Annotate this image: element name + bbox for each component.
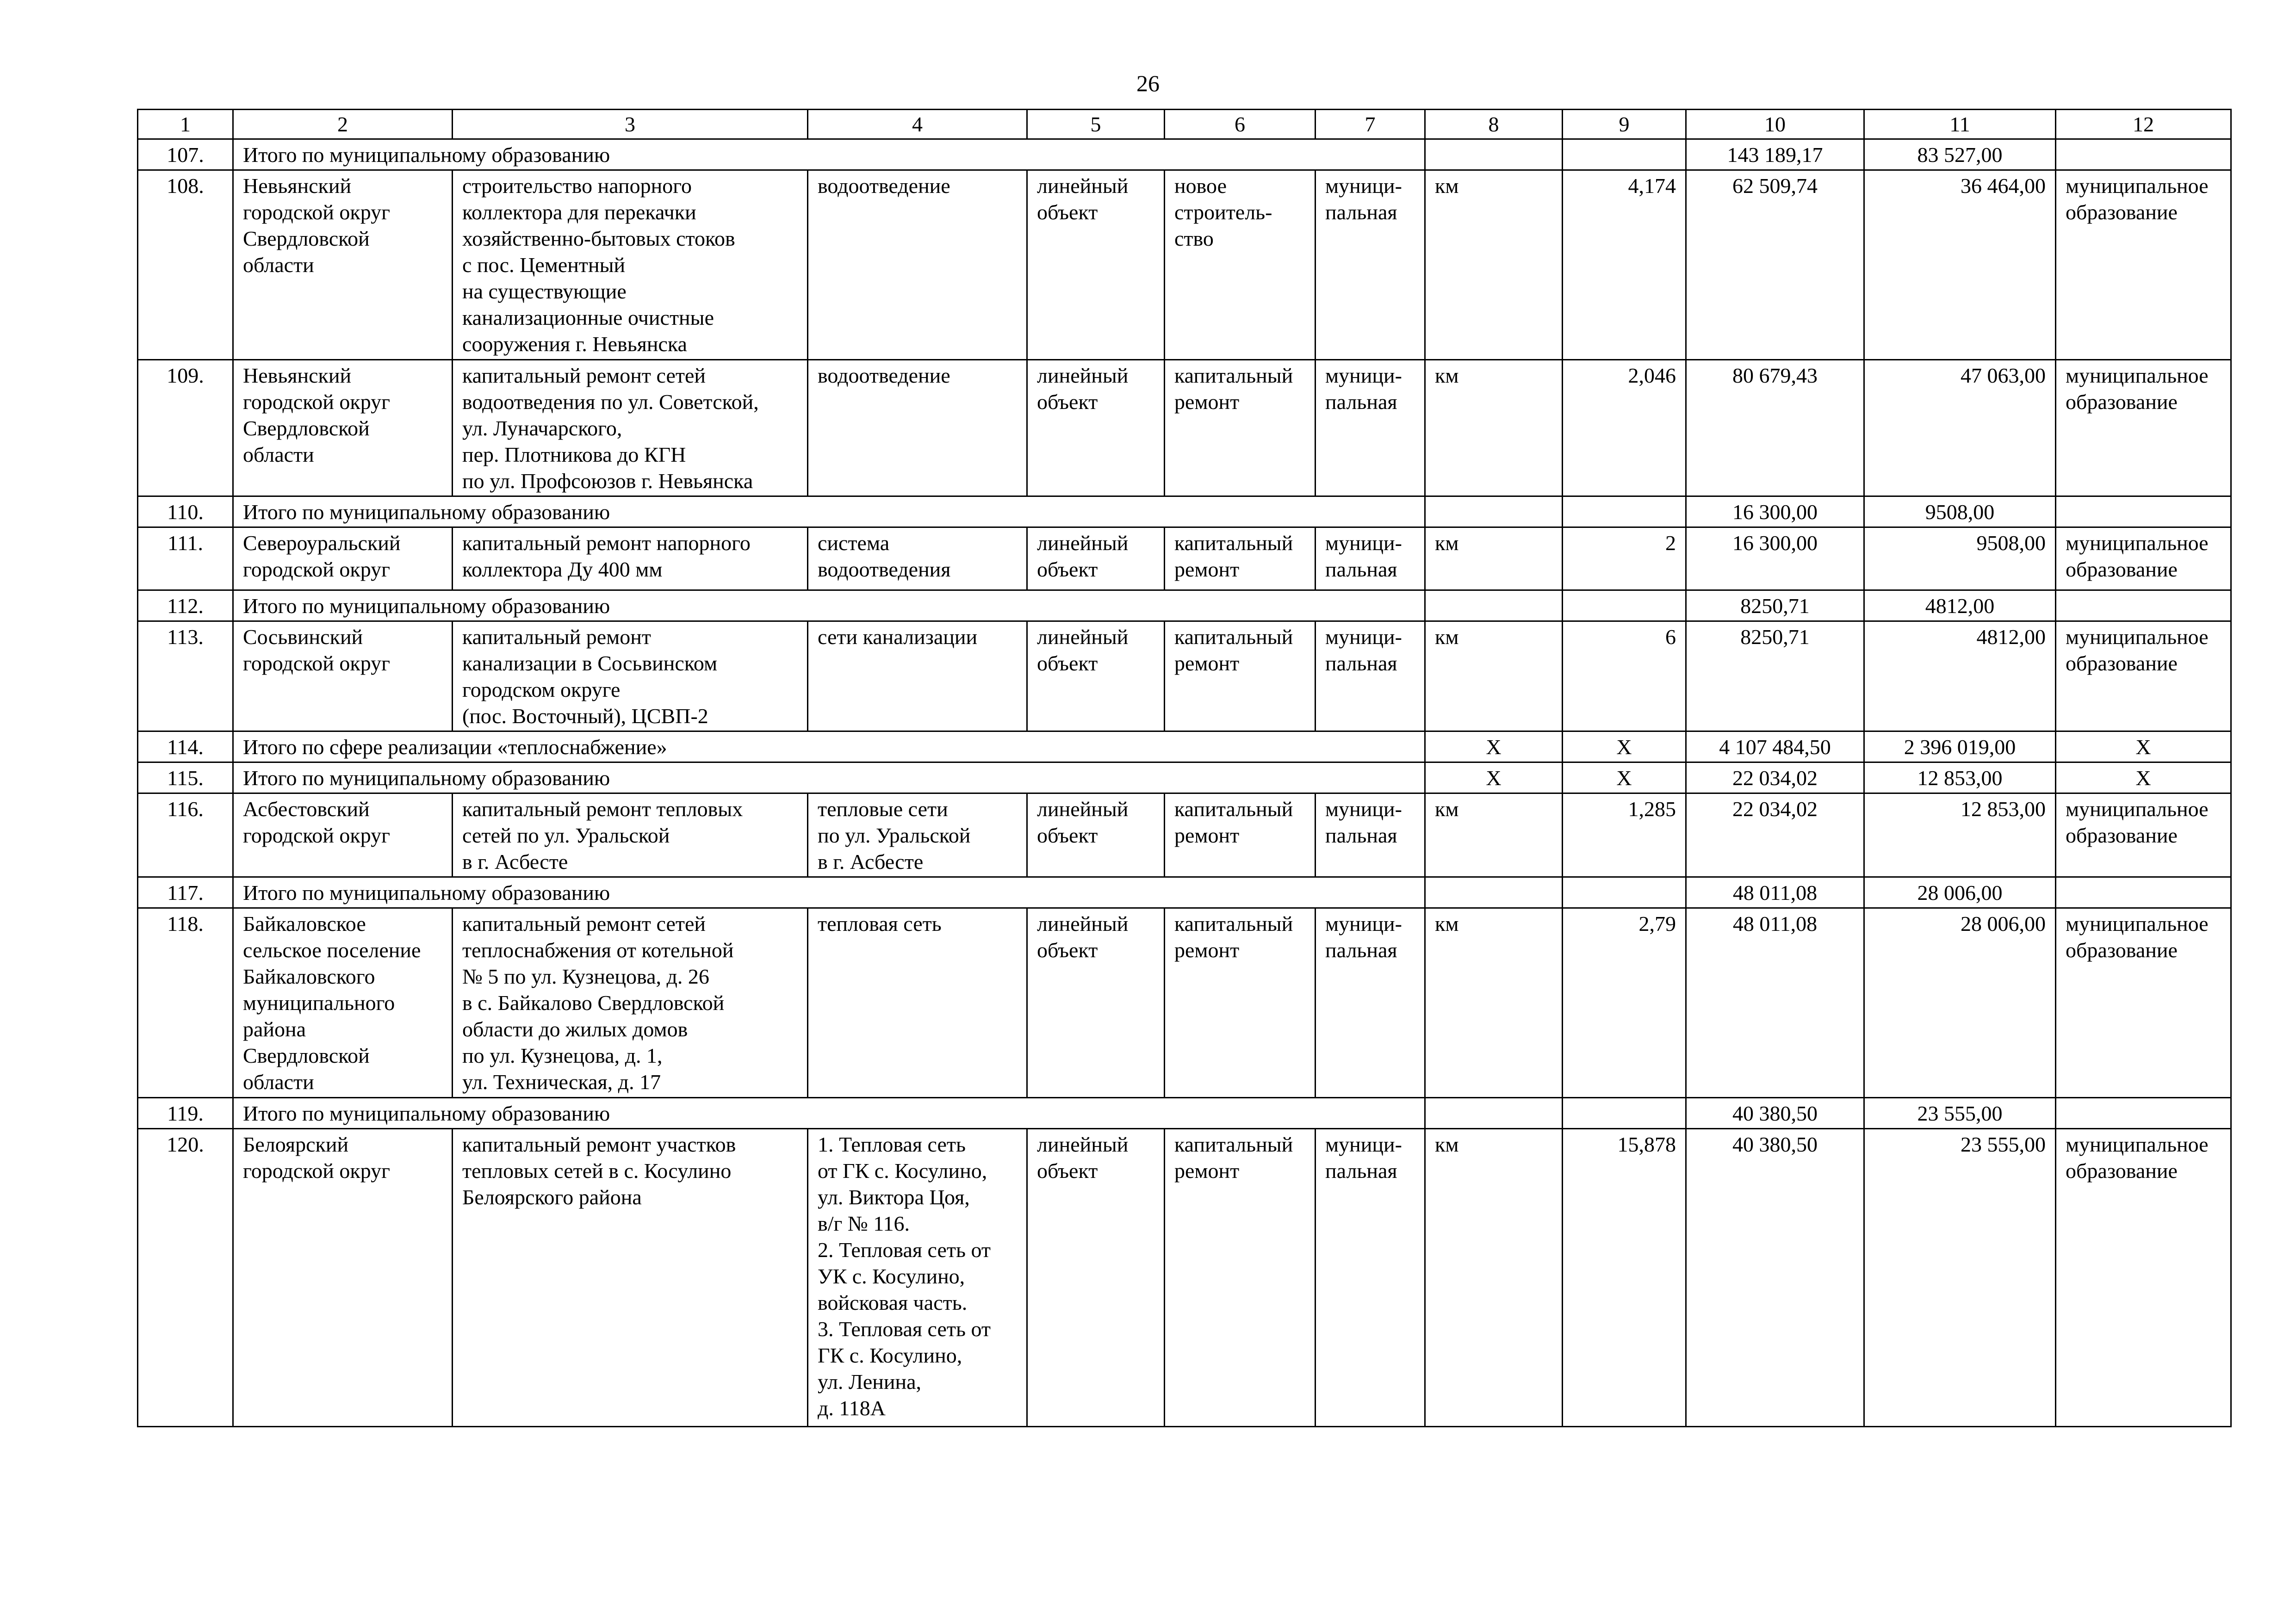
table-row: [138, 170, 2231, 360]
recipient-cell: Х: [2056, 731, 2231, 762]
column-header-11: 11: [1864, 110, 2056, 139]
total-label: Итого по муниципальному образованию: [233, 590, 1425, 621]
object-cell: система водоотведения: [808, 527, 1027, 590]
unit-cell: км: [1425, 621, 1563, 731]
cost-cell: 48 011,08: [1686, 877, 1864, 908]
recipient-cell: муниципальное образование: [2056, 793, 2231, 877]
quantity-cell: 2,79: [1563, 908, 1686, 1098]
funding-cell: 12 853,00: [1864, 793, 2056, 877]
column-header-1: 1: [138, 110, 233, 139]
municipality-cell: Невьянский городской округ Свердловской области: [233, 360, 453, 496]
total-label: Итого по муниципальному образованию: [233, 496, 1425, 527]
recipient-cell: муниципальное образование: [2056, 360, 2231, 496]
row-number: 118.: [138, 908, 233, 1098]
work-description-cell: капитальный ремонт участков тепловых сетей в с. Косулино Белоярского района: [453, 1129, 808, 1427]
quantity-cell: [1563, 496, 1686, 527]
object-type-cell: линейный объект: [1027, 360, 1165, 496]
total-row: [138, 496, 2231, 527]
funding-cell: 12 853,00: [1864, 762, 2056, 793]
work-description-cell: капитальный ремонт канализации в Сосьвинском городском округе (пос. Восточный), ЦСВП-2: [453, 621, 808, 731]
recipient-cell: [2056, 139, 2231, 170]
funding-cell: 36 464,00: [1864, 170, 2056, 360]
object-cell: водоотведение: [808, 360, 1027, 496]
row-number: 120.: [138, 1129, 233, 1427]
table-row: [138, 527, 2231, 590]
quantity-cell: Х: [1563, 762, 1686, 793]
funding-cell: 28 006,00: [1864, 877, 2056, 908]
quantity-cell: Х: [1563, 731, 1686, 762]
quantity-cell: [1563, 1098, 1686, 1129]
row-number: 111.: [138, 527, 233, 590]
object-cell: сети канализации: [808, 621, 1027, 731]
column-header-4: 4: [808, 110, 1027, 139]
total-label: Итого по муниципальному образованию: [233, 139, 1425, 170]
ownership-cell: муници- пальная: [1316, 527, 1425, 590]
recipient-cell: муниципальное образование: [2056, 621, 2231, 731]
row-number: 112.: [138, 590, 233, 621]
cost-cell: 16 300,00: [1686, 496, 1864, 527]
work-kind-cell: капитальный ремонт: [1165, 621, 1316, 731]
ownership-cell: муници- пальная: [1316, 793, 1425, 877]
object-cell: тепловая сеть: [808, 908, 1027, 1098]
total-label: Итого по муниципальному образованию: [233, 877, 1425, 908]
unit-cell: Х: [1425, 762, 1563, 793]
municipality-cell: Североуральский городской округ: [233, 527, 453, 590]
unit-cell: км: [1425, 1129, 1563, 1427]
unit-cell: км: [1425, 793, 1563, 877]
column-header-9: 9: [1563, 110, 1686, 139]
funding-cell: 9508,00: [1864, 527, 2056, 590]
cost-cell: 16 300,00: [1686, 527, 1864, 590]
recipient-cell: [2056, 496, 2231, 527]
unit-cell: км: [1425, 360, 1563, 496]
quantity-cell: 6: [1563, 621, 1686, 731]
column-header-5: 5: [1027, 110, 1165, 139]
column-header-7: 7: [1316, 110, 1425, 139]
cost-cell: 8250,71: [1686, 621, 1864, 731]
ownership-cell: муници- пальная: [1316, 908, 1425, 1098]
quantity-cell: 15,878: [1563, 1129, 1686, 1427]
table-row: [138, 1129, 2231, 1427]
row-number: 109.: [138, 360, 233, 496]
table-row: [138, 621, 2231, 731]
funding-cell: 4812,00: [1864, 590, 2056, 621]
cost-cell: 80 679,43: [1686, 360, 1864, 496]
funding-cell: 4812,00: [1864, 621, 2056, 731]
municipality-cell: Асбестовский городской округ: [233, 793, 453, 877]
cost-cell: 22 034,02: [1686, 762, 1864, 793]
object-type-cell: линейный объект: [1027, 908, 1165, 1098]
recipient-cell: муниципальное образование: [2056, 908, 2231, 1098]
cost-cell: 143 189,17: [1686, 139, 1864, 170]
object-type-cell: линейный объект: [1027, 1129, 1165, 1427]
total-row: [138, 762, 2231, 793]
cost-cell: 62 509,74: [1686, 170, 1864, 360]
table-row: [138, 793, 2231, 877]
recipient-cell: муниципальное образование: [2056, 170, 2231, 360]
work-description-cell: капитальный ремонт сетей водоотведения по ул. Советской, ул. Луначарского, пер. Плотникова до КГН по ул. Профсоюзов г. Невьянска: [453, 360, 808, 496]
recipient-cell: [2056, 1098, 2231, 1129]
total-row: [138, 731, 2231, 762]
total-row: [138, 139, 2231, 170]
cost-cell: 48 011,08: [1686, 908, 1864, 1098]
ownership-cell: муници- пальная: [1316, 1129, 1425, 1427]
municipality-cell: Белоярский городской округ: [233, 1129, 453, 1427]
quantity-cell: 2,046: [1563, 360, 1686, 496]
ownership-cell: муници- пальная: [1316, 621, 1425, 731]
unit-cell: км: [1425, 170, 1563, 360]
row-number: 115.: [138, 762, 233, 793]
row-number: 110.: [138, 496, 233, 527]
recipient-cell: муниципальное образование: [2056, 527, 2231, 590]
work-kind-cell: капитальный ремонт: [1165, 793, 1316, 877]
total-label: Итого по сфере реализации «теплоснабжение»: [233, 731, 1425, 762]
object-cell: 1. Тепловая сеть от ГК с. Косулино, ул. Виктора Цоя, в/г № 116. 2. Тепловая сеть от УК с. Косулино, войсковая часть. 3. Тепловая сеть от ГК с. Косулино, ул. Ленина, д. 118А: [808, 1129, 1027, 1427]
funding-cell: 28 006,00: [1864, 908, 2056, 1098]
investment-table: [137, 109, 2232, 1427]
column-header-8: 8: [1425, 110, 1563, 139]
quantity-cell: [1563, 590, 1686, 621]
recipient-cell: Х: [2056, 762, 2231, 793]
total-row: [138, 877, 2231, 908]
column-header-2: 2: [233, 110, 453, 139]
unit-cell: [1425, 1098, 1563, 1129]
work-description-cell: капитальный ремонт сетей теплоснабжения от котельной № 5 по ул. Кузнецова, д. 26 в с. Байкалово Свердловской области до жилых домов по ул. Кузнецова, д. 1, ул. Техническая, д. 17: [453, 908, 808, 1098]
funding-cell: 83 527,00: [1864, 139, 2056, 170]
funding-cell: 23 555,00: [1864, 1129, 2056, 1427]
row-number: 119.: [138, 1098, 233, 1129]
column-header-10: 10: [1686, 110, 1864, 139]
funding-cell: 9508,00: [1864, 496, 2056, 527]
row-number: 107.: [138, 139, 233, 170]
total-label: Итого по муниципальному образованию: [233, 1098, 1425, 1129]
total-row: [138, 590, 2231, 621]
quantity-cell: [1563, 877, 1686, 908]
municipality-cell: Сосьвинский городской округ: [233, 621, 453, 731]
column-header-6: 6: [1165, 110, 1316, 139]
cost-cell: 8250,71: [1686, 590, 1864, 621]
municipality-cell: Байкаловское сельское поселение Байкаловского муниципального района Свердловской области: [233, 908, 453, 1098]
row-number: 113.: [138, 621, 233, 731]
funding-cell: 23 555,00: [1864, 1098, 2056, 1129]
object-cell: водоотведение: [808, 170, 1027, 360]
cost-cell: 40 380,50: [1686, 1129, 1864, 1427]
unit-cell: [1425, 496, 1563, 527]
quantity-cell: 2: [1563, 527, 1686, 590]
work-description-cell: строительство напорного коллектора для перекачки хозяйственно-бытовых стоков с пос. Цементный на существующие канализационные очистные сооружения г. Невьянска: [453, 170, 808, 360]
recipient-cell: [2056, 877, 2231, 908]
object-cell: тепловые сети по ул. Уральской в г. Асбесте: [808, 793, 1027, 877]
work-kind-cell: капитальный ремонт: [1165, 908, 1316, 1098]
work-description-cell: капитальный ремонт тепловых сетей по ул. Уральской в г. Асбесте: [453, 793, 808, 877]
recipient-cell: [2056, 590, 2231, 621]
object-type-cell: линейный объект: [1027, 527, 1165, 590]
funding-cell: 2 396 019,00: [1864, 731, 2056, 762]
recipient-cell: муниципальное образование: [2056, 1129, 2231, 1427]
work-kind-cell: капитальный ремонт: [1165, 527, 1316, 590]
total-row: [138, 1098, 2231, 1129]
object-type-cell: линейный объект: [1027, 170, 1165, 360]
quantity-cell: 1,285: [1563, 793, 1686, 877]
quantity-cell: 4,174: [1563, 170, 1686, 360]
unit-cell: [1425, 590, 1563, 621]
unit-cell: Х: [1425, 731, 1563, 762]
column-header-row: [138, 110, 2231, 139]
cost-cell: 40 380,50: [1686, 1098, 1864, 1129]
table-row: [138, 360, 2231, 496]
ownership-cell: муници- пальная: [1316, 170, 1425, 360]
work-description-cell: капитальный ремонт напорного коллектора Ду 400 мм: [453, 527, 808, 590]
ownership-cell: муници- пальная: [1316, 360, 1425, 496]
unit-cell: км: [1425, 527, 1563, 590]
funding-cell: 47 063,00: [1864, 360, 2056, 496]
row-number: 108.: [138, 170, 233, 360]
row-number: 116.: [138, 793, 233, 877]
column-header-3: 3: [453, 110, 808, 139]
column-header-12: 12: [2056, 110, 2231, 139]
work-kind-cell: капитальный ремонт: [1165, 360, 1316, 496]
unit-cell: [1425, 877, 1563, 908]
work-kind-cell: капитальный ремонт: [1165, 1129, 1316, 1427]
quantity-cell: [1563, 139, 1686, 170]
municipality-cell: Невьянский городской округ Свердловской области: [233, 170, 453, 360]
work-kind-cell: новое строитель- ство: [1165, 170, 1316, 360]
cost-cell: 4 107 484,50: [1686, 731, 1864, 762]
page-number: 26: [1136, 70, 1160, 96]
table-row: [138, 908, 2231, 1098]
object-type-cell: линейный объект: [1027, 621, 1165, 731]
object-type-cell: линейный объект: [1027, 793, 1165, 877]
row-number: 114.: [138, 731, 233, 762]
unit-cell: км: [1425, 908, 1563, 1098]
cost-cell: 22 034,02: [1686, 793, 1864, 877]
total-label: Итого по муниципальному образованию: [233, 762, 1425, 793]
unit-cell: [1425, 139, 1563, 170]
row-number: 117.: [138, 877, 233, 908]
